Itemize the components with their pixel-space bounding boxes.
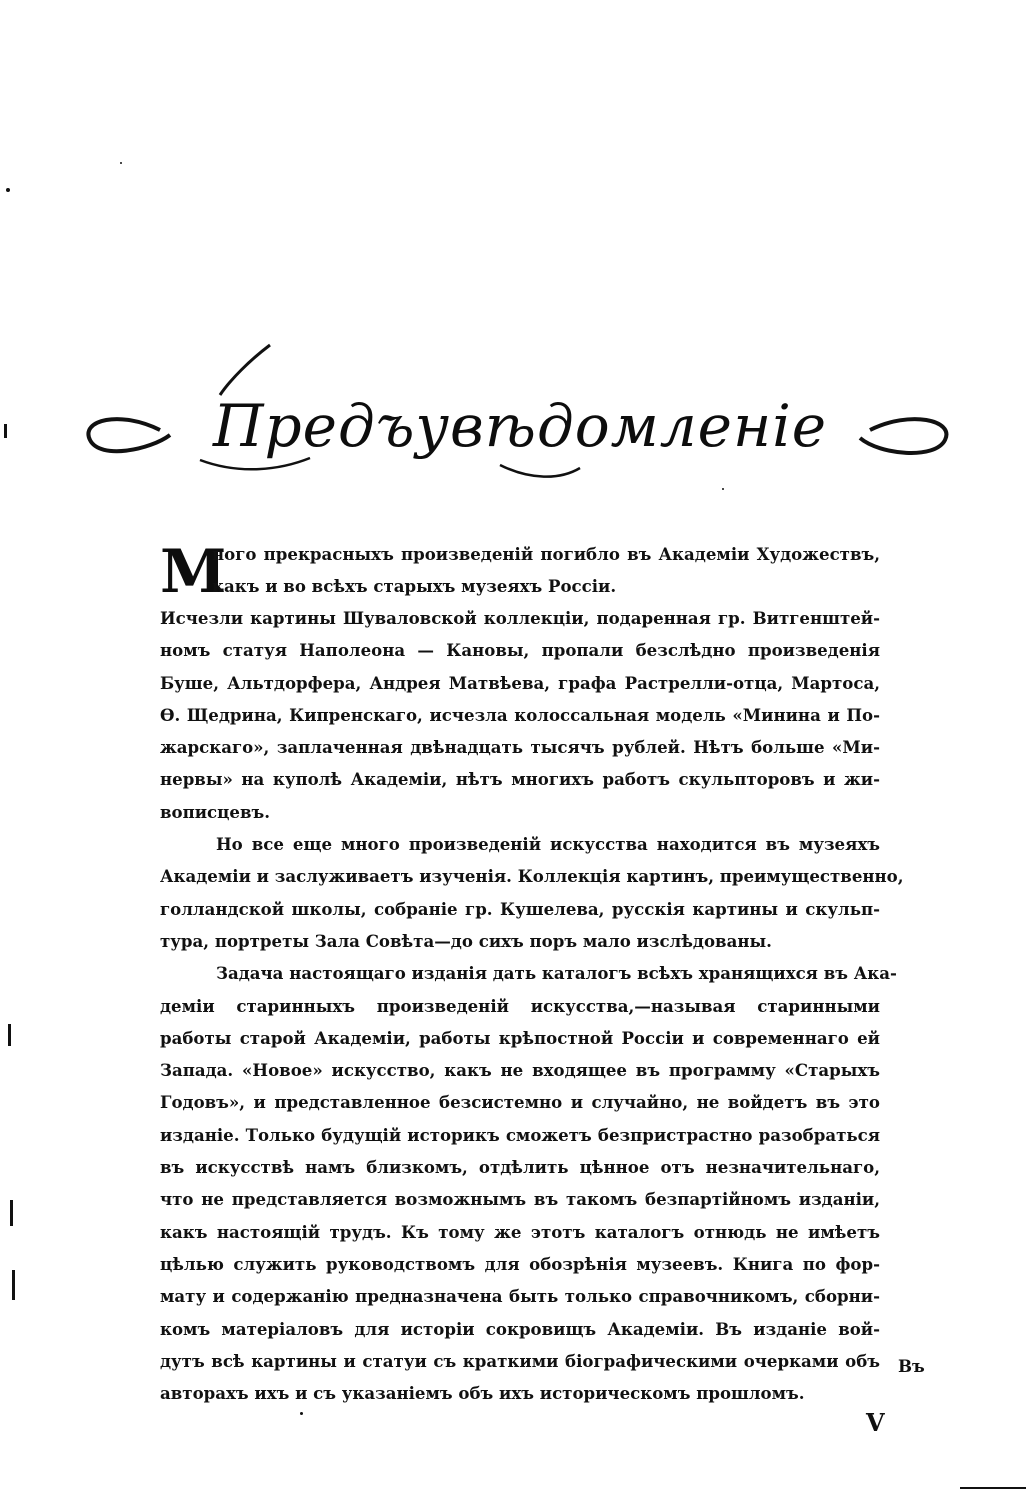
paragraph <box>160 957 897 1409</box>
text-line: Задача настоящаго изданiя дать каталогъ всѣхъ хранящихся въ Ака- <box>216 963 897 984</box>
text-line: комъ матерiаловъ для исторiи сокровищъ Академiи. Въ изданiе вой- <box>160 1318 880 1339</box>
text-line: демiи старинныхъ произведенiй искусства,—называя старинными <box>160 995 880 1016</box>
text-line: Буше, Альтдорфера, Андрея Матвѣева, графа Растрелли-отца, Мартоса, <box>160 672 880 693</box>
text-line: голландской школы, собранiе гр. Кушелева, русскiя картины и скульп- <box>160 898 880 919</box>
print-speck <box>120 162 122 164</box>
print-speck <box>300 1412 303 1415</box>
text-line: Запада. «Новое» искусство, какъ не входящее въ программу «Старыхъ <box>160 1060 880 1081</box>
text-line: въ искусствѣ намъ близкомъ, отдѣлить цѣнное отъ незначительнаго, <box>160 1157 880 1178</box>
page-number: V <box>866 1408 885 1437</box>
margin-rule <box>960 1487 1026 1489</box>
text-line: Исчезли картины Шуваловской коллекцiи, подаренная гр. Витгенштей- <box>160 608 880 628</box>
text-line: нервы» на куполѣ Академiи, нѣтъ многихъ работъ скульпторовъ и жи- <box>160 769 880 790</box>
paragraph <box>160 602 880 828</box>
text-line: номъ статуя Наполеона — Кановы, пропали безслѣдно произведенiя <box>160 640 880 661</box>
margin-mark <box>12 1270 15 1300</box>
text-line: цѣлью служить руководствомъ для обозрѣнiя музеевъ. Книга по фор- <box>160 1253 880 1274</box>
drop-cap: М <box>160 537 227 607</box>
text-line: ного прекрасныхъ произведенiй погибло въ Академiи Художествъ, <box>212 544 880 564</box>
paragraph <box>160 828 904 957</box>
text-line: какъ и во всѣхъ старыхъ музеяхъ Россiи. <box>212 576 617 597</box>
text-line: тура, портреты Зала Совѣта—до сихъ поръ мало изслѣдованы. <box>160 930 772 951</box>
margin-mark <box>10 1200 13 1226</box>
text-line: мату и содержанiю предназначена быть только справочникомъ, сборни- <box>160 1286 880 1307</box>
margin-mark <box>8 1024 11 1046</box>
text-line: Ѳ. Щедрина, Кипренскаго, исчезла колоссальная модель «Минина и По- <box>160 704 880 725</box>
text-line: Академiи и заслуживаетъ изученiя. Коллекцiя картинъ, преимущественно, <box>160 866 904 887</box>
body-text <box>160 602 904 1409</box>
margin-mark <box>4 424 7 438</box>
text-line: Но все еще много произведенiй искусства находится въ музеяхъ <box>216 834 880 855</box>
text-line: какъ настоящiй трудъ. Къ тому же этотъ каталогъ отнюдь не имѣетъ <box>160 1221 880 1242</box>
catchword: Въ <box>898 1356 925 1376</box>
heading-ornament <box>80 340 960 490</box>
page-heading: Предъувѣдомленiе <box>212 392 828 460</box>
print-speck <box>6 188 10 192</box>
text-line: дутъ всѣ картины и статуи съ краткими бiографическими очерками объ <box>160 1350 880 1371</box>
text-line: что не представляется возможнымъ въ такомъ безпартiйномъ изданiи, <box>160 1189 880 1210</box>
opening-lines <box>212 538 880 603</box>
text-line: авторахъ ихъ и съ указанiемъ объ ихъ историческомъ прошломъ. <box>160 1383 805 1404</box>
text-line: работы старой Академiи, работы крѣпостной Россiи и современнаго ей <box>160 1027 880 1048</box>
text-line: изданiе. Только будущiй историкъ сможетъ безпристрастно разобраться <box>160 1124 880 1145</box>
text-line: жарскаго», заплаченная двѣнадцать тысячъ рублей. Нѣтъ больше «Ми- <box>160 737 880 758</box>
text-line: вописцевъ. <box>160 801 271 822</box>
text-line: Годовъ», и представленное безсистемно и случайно, не войдетъ въ это <box>160 1092 880 1113</box>
